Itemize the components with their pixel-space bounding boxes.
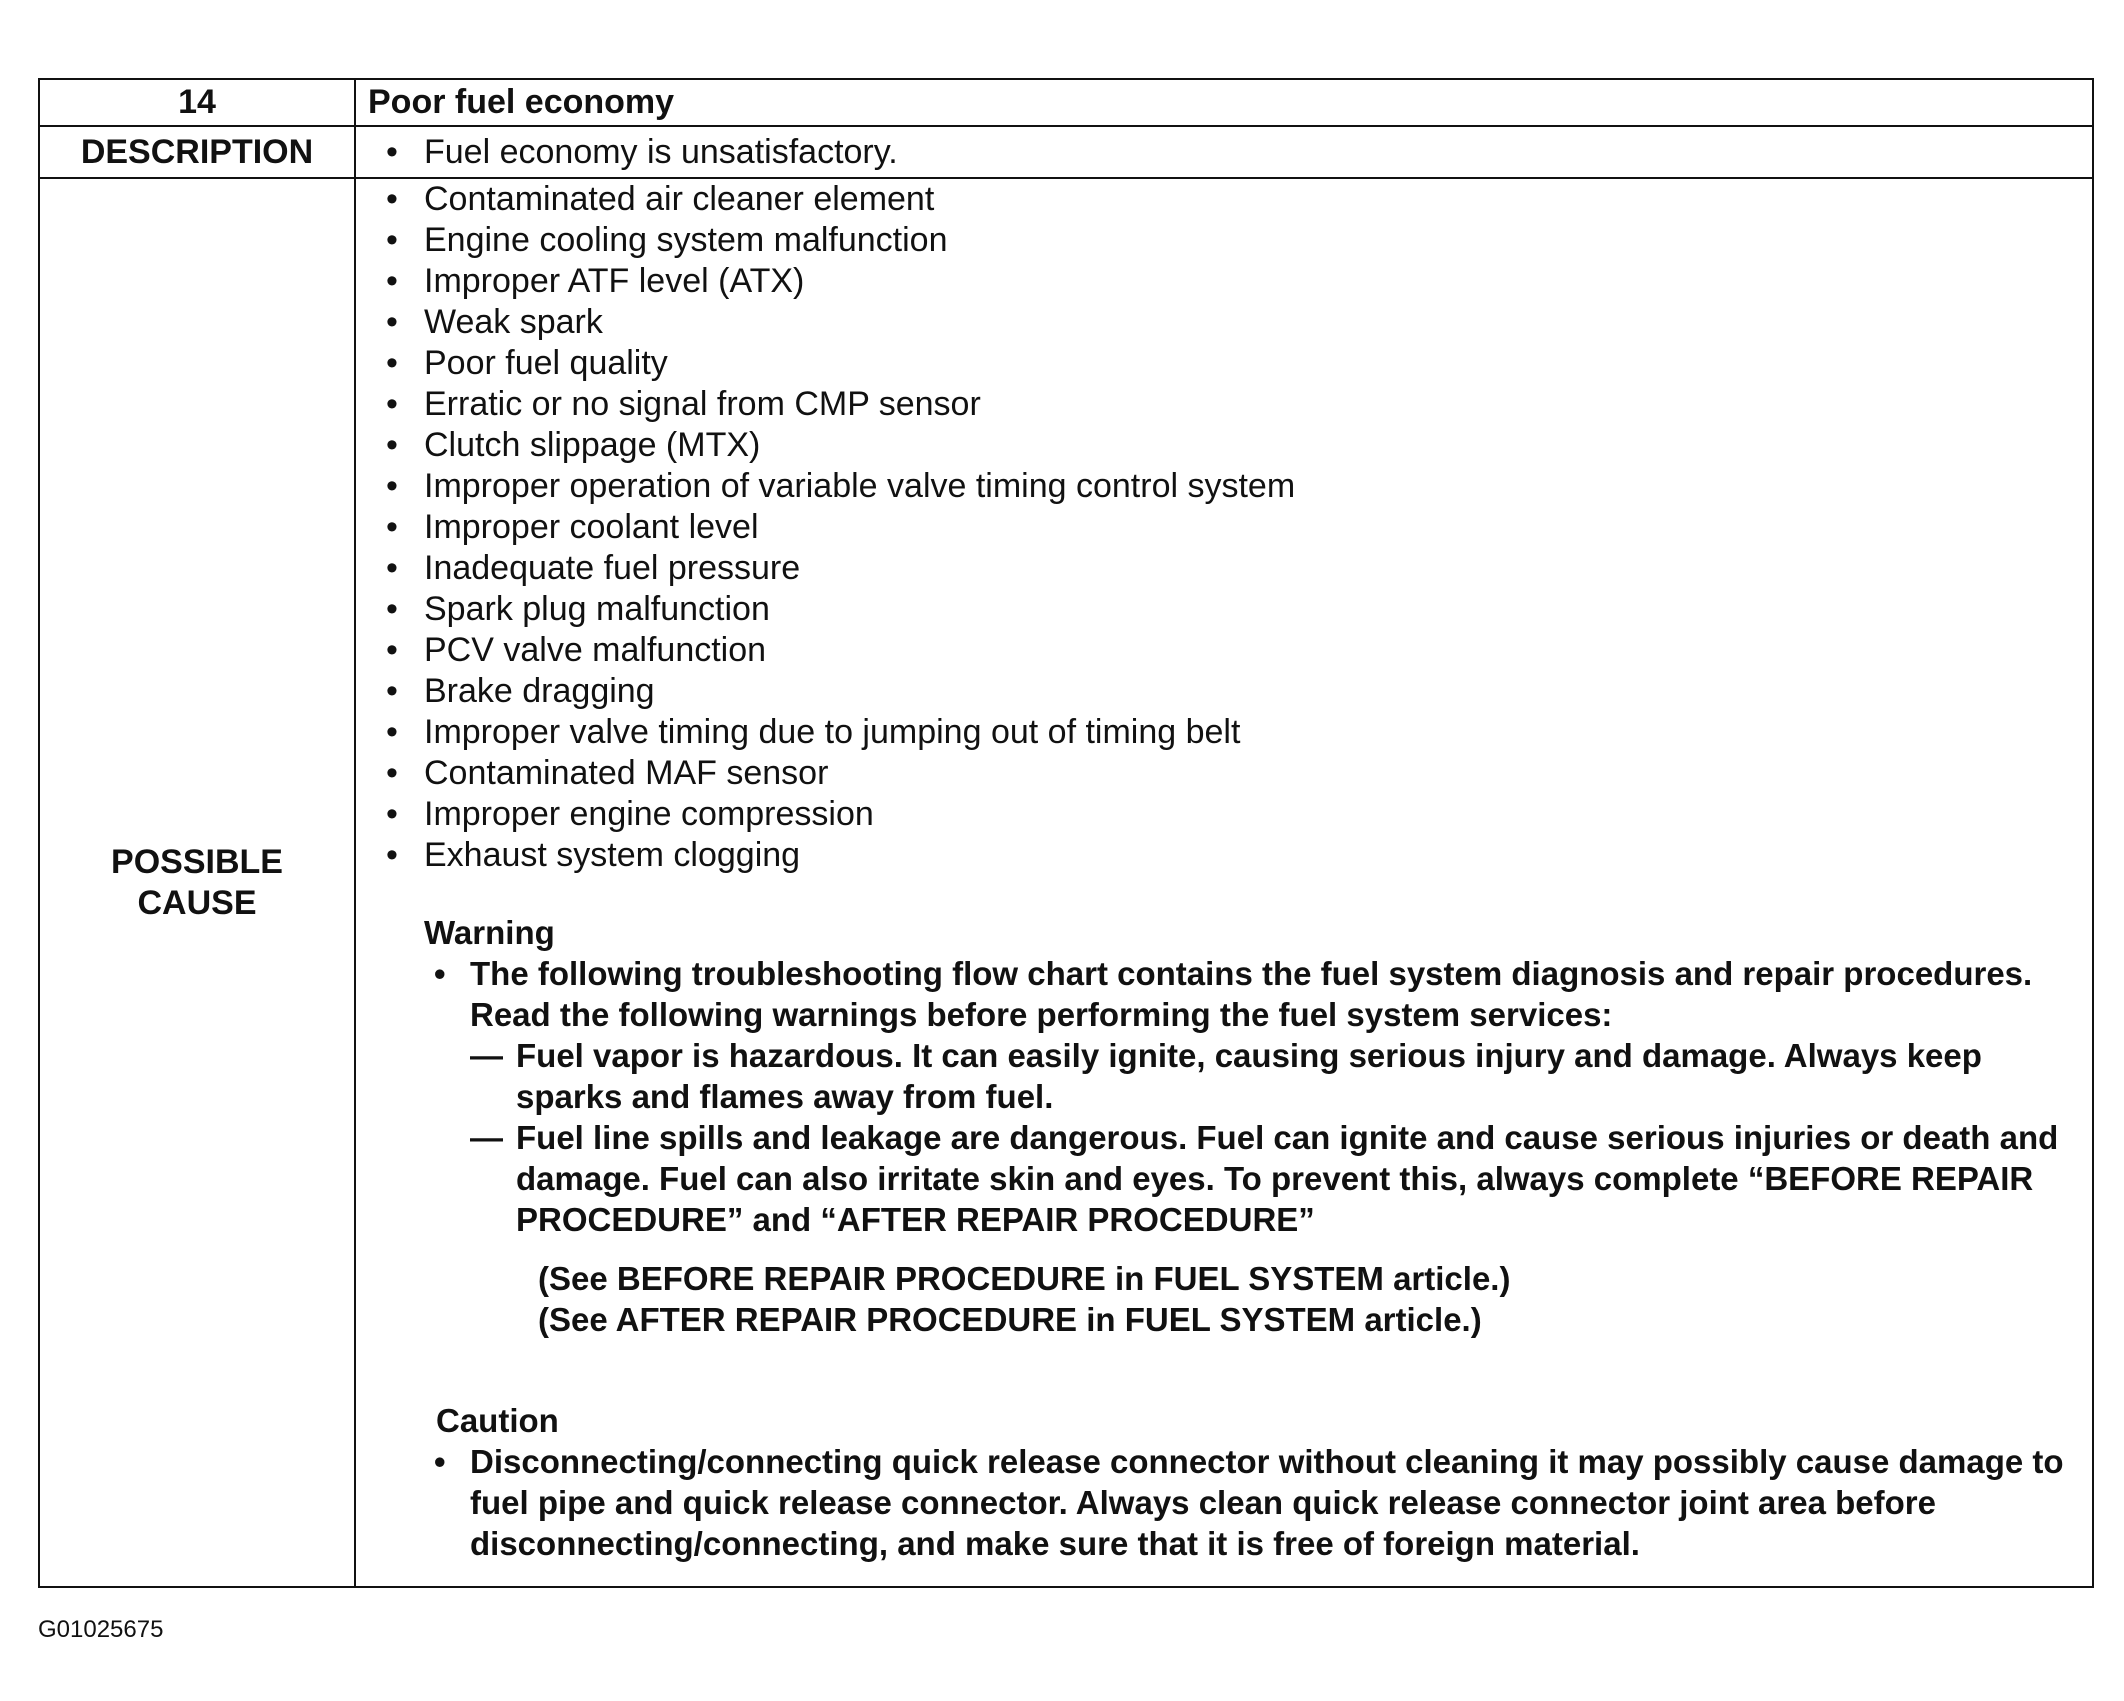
cause-item	[356, 425, 2092, 466]
possible-cause-label-cell	[40, 179, 356, 1586]
possible-cause-label	[111, 842, 283, 924]
bullet-icon: •	[386, 590, 398, 628]
see-after-repair: (See AFTER REPAIR PROCEDURE in FUEL SYSTEM article.)	[538, 1301, 1482, 1338]
see-references	[356, 1258, 2092, 1340]
cause-item	[356, 384, 2092, 425]
cause-item	[356, 794, 2092, 835]
cause-item	[356, 712, 2092, 753]
symptom-title: Poor fuel economy	[368, 83, 675, 121]
cause-list	[356, 179, 2092, 876]
cause-text: Weak spark	[424, 303, 603, 341]
figure-id: G01025675	[38, 1616, 164, 1643]
cause-item	[356, 220, 2092, 261]
cause-text: Spark plug malfunction	[424, 590, 770, 628]
header-row	[40, 80, 2092, 127]
warning-sub-text-2: Fuel line spills and leakage are dangerous. Fuel can ignite and cause serious injuries or death and damage. Fuel can also irritate skin and eyes. To prevent this, always complete “BEFORE REPAIR PROCEDURE” and “AFTER REPAIR PROCEDURE”	[516, 1119, 2059, 1238]
row-number: 14	[40, 80, 356, 125]
bullet-icon: •	[386, 262, 398, 300]
caution-bullet	[356, 1441, 2092, 1564]
cause-text: Contaminated air cleaner element	[424, 180, 935, 218]
bullet-icon: •	[386, 133, 398, 171]
cause-text: Exhaust system clogging	[424, 836, 801, 874]
caution-bullet-text: Disconnecting/connecting quick release connector without cleaning it may possibly cause damage to fuel pipe and quick release connector. Always clean quick release connector joint area before disconnecting/connecting, and make sure that it is free of foreign material.	[470, 1443, 2064, 1562]
warning-bullet-text: The following troubleshooting flow chart contains the fuel system diagnosis and repair procedures. Read the following warnings before performing the fuel system services:	[470, 955, 2033, 1033]
bullet-icon: •	[386, 344, 398, 382]
cause-text: PCV valve malfunction	[424, 631, 767, 669]
cause-text: Erratic or no signal from CMP sensor	[424, 385, 981, 423]
bullet-icon: •	[386, 549, 398, 587]
cause-text: Contaminated MAF sensor	[424, 754, 829, 792]
bullet-icon: •	[386, 221, 398, 259]
dash-icon: —	[470, 1119, 503, 1156]
description-row	[40, 127, 2092, 179]
cause-item	[356, 302, 2092, 343]
cause-item	[356, 753, 2092, 794]
possible-cause-cell	[356, 179, 2092, 1586]
cause-item	[356, 835, 2092, 876]
cause-text: Inadequate fuel pressure	[424, 549, 801, 587]
bullet-icon: •	[386, 631, 398, 669]
warning-sub-item	[356, 1035, 2092, 1117]
cause-item	[356, 343, 2092, 384]
caution-title: Caution	[436, 1402, 559, 1439]
cause-text: Improper valve timing due to jumping out of timing belt	[424, 713, 1241, 751]
possible-cause-row	[40, 179, 2092, 1586]
cause-item	[356, 261, 2092, 302]
description-list	[356, 127, 2092, 177]
cause-text: Poor fuel quality	[424, 344, 668, 382]
description-cell	[356, 127, 2092, 177]
bullet-icon: •	[386, 467, 398, 505]
bullet-icon: •	[434, 955, 446, 992]
description-text: Fuel economy is unsatisfactory.	[424, 133, 898, 171]
bullet-icon: •	[386, 180, 398, 218]
cause-text: Improper coolant level	[424, 508, 759, 546]
cause-text: Improper engine compression	[424, 795, 874, 833]
bullet-icon: •	[386, 426, 398, 464]
bullet-icon: •	[434, 1443, 446, 1480]
caution-block	[356, 1400, 2092, 1564]
bullet-icon: •	[386, 713, 398, 751]
bullet-icon: •	[386, 836, 398, 874]
cause-item	[356, 630, 2092, 671]
cause-text: Engine cooling system malfunction	[424, 221, 948, 259]
bullet-icon: •	[386, 508, 398, 546]
cause-item	[356, 466, 2092, 507]
description-label: DESCRIPTION	[40, 127, 356, 177]
bullet-icon: •	[386, 303, 398, 341]
warning-block	[356, 912, 2092, 1340]
troubleshooting-table	[38, 78, 2094, 1588]
cause-text: Clutch slippage (MTX)	[424, 426, 761, 464]
warning-title: Warning	[424, 914, 555, 951]
cause-text: Improper operation of variable valve timing control system	[424, 467, 1296, 505]
bullet-icon: •	[386, 385, 398, 423]
dash-icon: —	[470, 1037, 503, 1074]
cause-text: Improper ATF level (ATX)	[424, 262, 805, 300]
cause-item	[356, 589, 2092, 630]
cause-item	[356, 179, 2092, 220]
bullet-icon: •	[386, 672, 398, 710]
warning-sub-item	[356, 1117, 2092, 1240]
see-before-repair: (See BEFORE REPAIR PROCEDURE in FUEL SYSTEM article.)	[538, 1260, 1511, 1297]
bullet-icon: •	[386, 795, 398, 833]
possible-cause-label-line2: CAUSE	[137, 883, 257, 922]
cause-item	[356, 507, 2092, 548]
bullet-icon: •	[386, 754, 398, 792]
cause-item	[356, 671, 2092, 712]
warning-bullet	[356, 953, 2092, 1035]
warning-sub-text-1: Fuel vapor is hazardous. It can easily ignite, causing serious injury and damage. Always keep sparks and flames away from fuel.	[516, 1037, 1982, 1115]
possible-cause-label-line1: POSSIBLE	[111, 842, 283, 881]
cause-item	[356, 548, 2092, 589]
list-item	[356, 127, 2092, 177]
cause-text: Brake dragging	[424, 672, 655, 710]
